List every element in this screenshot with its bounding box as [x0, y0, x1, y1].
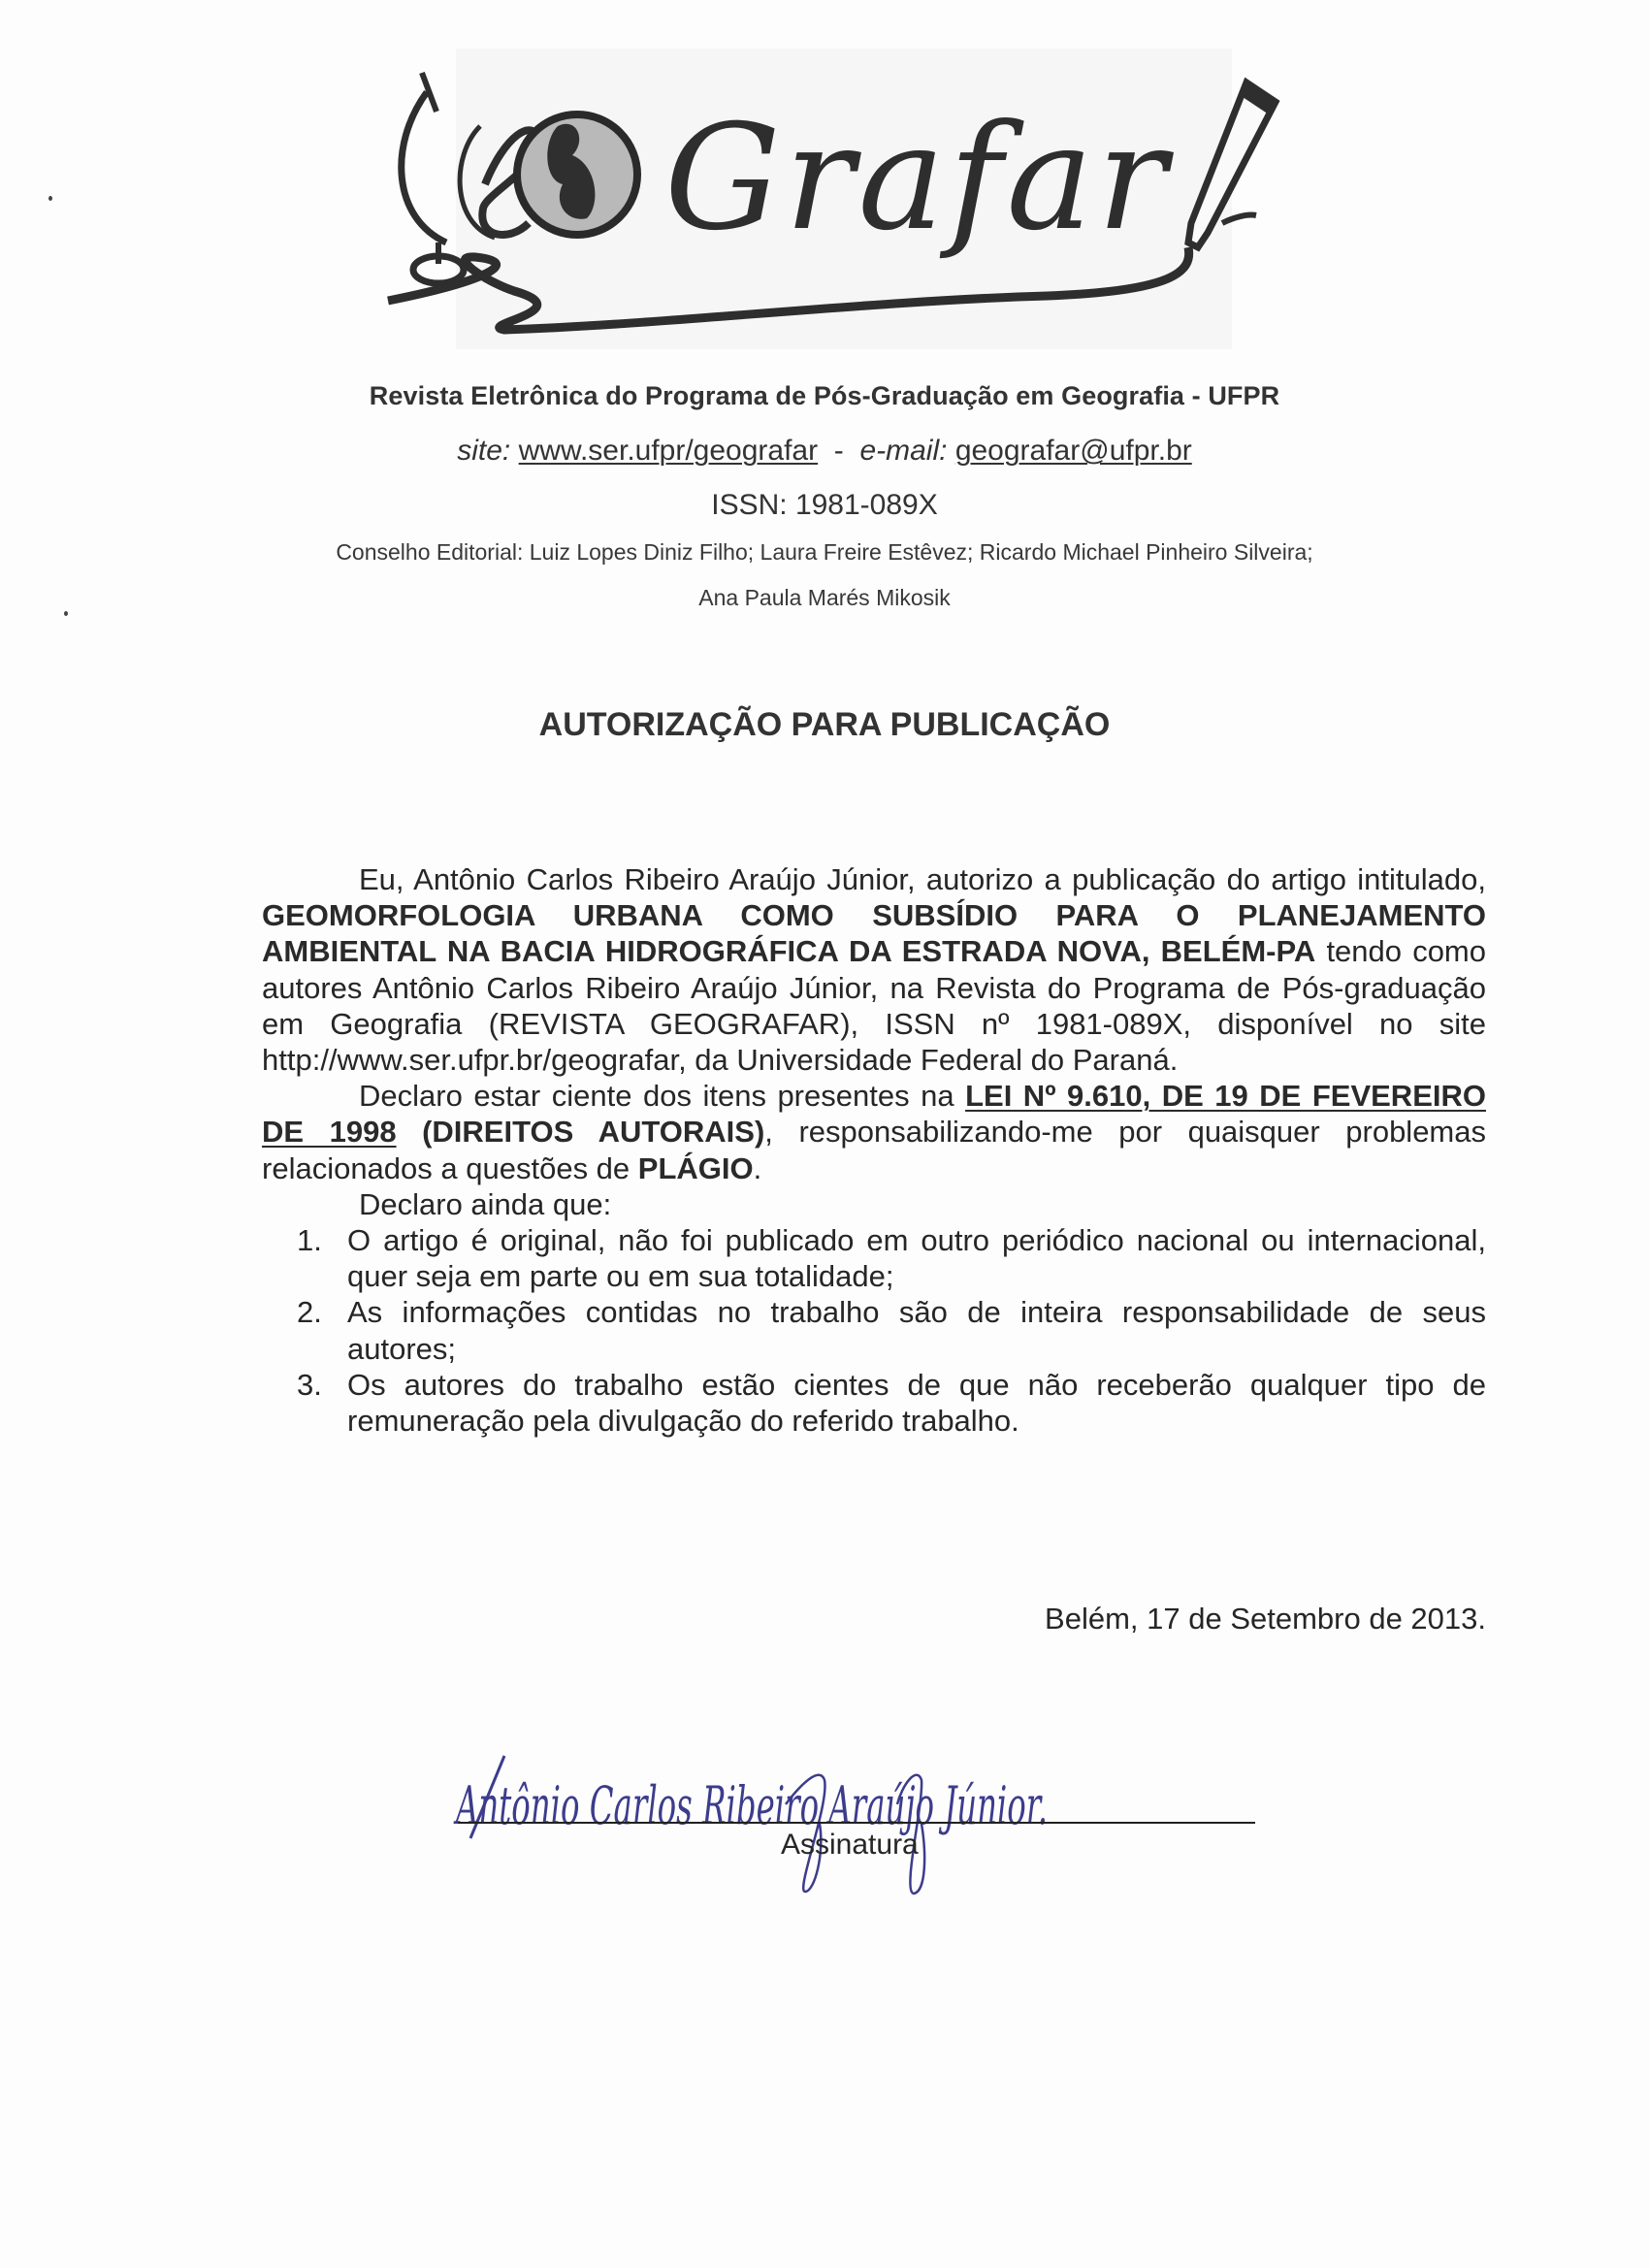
p2-intro: Declaro estar ciente dos itens presentes na [359, 1079, 966, 1114]
signature-label: Assinatura [781, 1829, 919, 1861]
period: . [753, 1150, 762, 1185]
editorial-board-line-1: Conselho Editorial: Luiz Lopes Diniz Filho; Laura Freire Estêvez; Ricardo Michael Pinheiro Silveira; [336, 539, 1313, 565]
authorization-paragraph [262, 861, 1486, 1078]
contact-line [0, 435, 1649, 468]
list-number: 2. [297, 1295, 322, 1330]
document-title: AUTORIZAÇÃO PARA PUBLICAÇÃO [538, 706, 1111, 743]
email-label: e-mail: [859, 435, 948, 467]
spacer [397, 1115, 423, 1149]
signature-line [458, 1822, 1255, 1824]
signature-ink: Antônio Carlos Ribeiro Araújo Júnior. [453, 1775, 1048, 1836]
list-item [262, 1367, 1486, 1439]
p2-mid: , responsabilizando-me por quaisquer problemas relacionados a questões de [262, 1115, 1486, 1185]
scan-speck [48, 196, 52, 201]
geografar-logo [369, 49, 1319, 359]
law-name: (DIREITOS AUTORAIS) [422, 1115, 765, 1150]
list-number: 1. [297, 1223, 322, 1258]
list-item [262, 1222, 1486, 1294]
plagiarism-term: PLÁGIO [637, 1150, 754, 1185]
place-date: Belém, 17 de Setembro de 2013. [1045, 1602, 1486, 1636]
p1-intro: Eu, Antônio Carlos Ribeiro Araújo Júnior, autorizo a publicação do artigo intitulado, [359, 862, 1486, 896]
issn: ISSN: 1981-089X [711, 489, 938, 521]
email-link[interactable]: geografar@ufpr.br [954, 435, 1192, 467]
scan-speck [64, 611, 68, 616]
list-text: Os autores do trabalho estão cientes de que não receberão qualquer tipo de remuneração pela divulgação do referido trabalho. [347, 1367, 1486, 1439]
list-text: O artigo é original, não foi publicado em outro periódico nacional ou internacional, quer seja em parte ou em sua totalidade; [347, 1223, 1486, 1294]
p1-rest: tendo como autores Antônio Carlos Ribeiro Araújo Júnior, na Revista do Programa de Pós-graduação em Geografia (REVISTA GEOGRAFAR), ISSN nº 1981-089X, disponível no site http://www.ser.ufpr.br/geografar, da Universidade Federal do Paraná. [262, 934, 1486, 1078]
law-reference: LEI Nº 9.610, DE 19 DE FEVEREIRO DE 1998 [262, 1079, 1486, 1150]
copyright-paragraph [262, 1078, 1486, 1186]
separator: - [833, 435, 844, 467]
logo-wordmark: Grafar [664, 94, 1171, 263]
handwritten-signature [446, 1746, 1358, 1901]
site-label: site: [457, 435, 511, 467]
journal-name: Revista Eletrônica do Programa de Pós-Graduação em Geografia - UFPR [369, 381, 1280, 410]
document-body [262, 861, 1486, 1439]
list-text: As informações contidas no trabalho são de inteira responsabilidade de seus autores; [347, 1295, 1486, 1366]
declaration-list [262, 1222, 1486, 1439]
article-title: GEOMORFOLOGIA URBANA COMO SUBSÍDIO PARA O PLANEJAMENTO AMBIENTAL NA BACIA HIDROGRÁFICA DA ESTRADA NOVA, BELÉM-PA [262, 898, 1486, 969]
declaration-intro: Declaro ainda que: [359, 1186, 612, 1221]
list-item [262, 1294, 1486, 1366]
site-link[interactable]: www.ser.ufpr/geografar [518, 435, 819, 467]
editorial-board-line-2: Ana Paula Marés Mikosik [698, 585, 951, 610]
list-number: 3. [297, 1367, 322, 1402]
